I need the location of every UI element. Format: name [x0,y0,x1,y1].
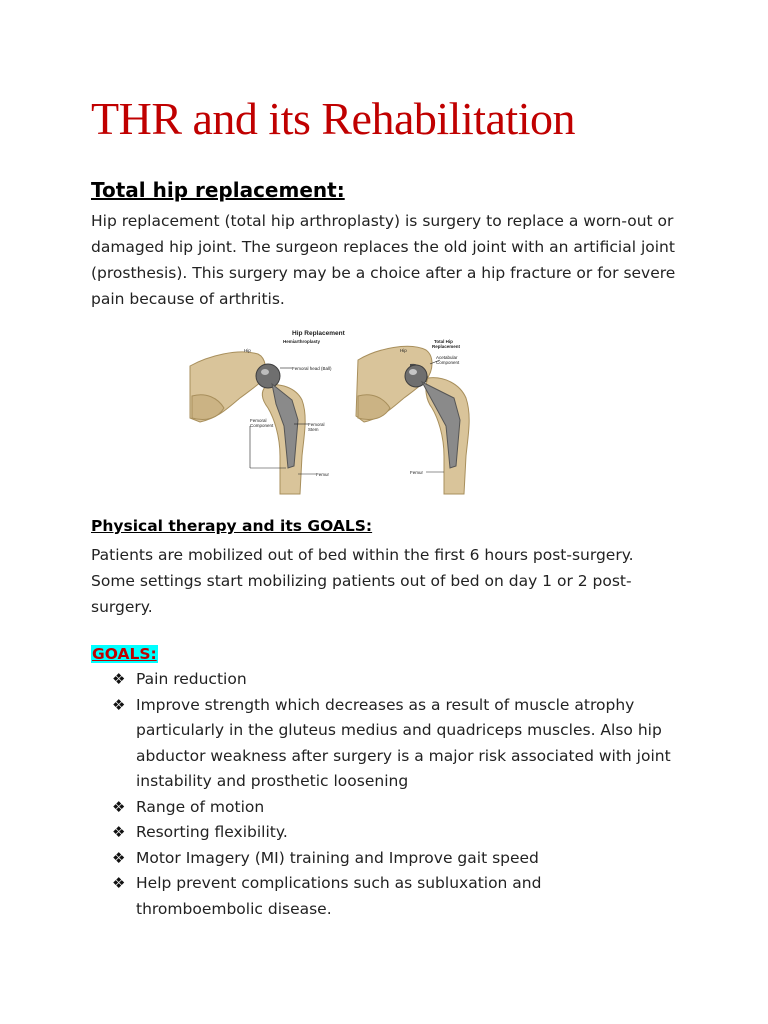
goal-text: Range of motion [136,797,265,816]
list-item [112,871,672,922]
list-item [112,846,672,872]
figure-right-title-2: Replacement [432,344,461,349]
label-femoral-component-2: Component [250,423,274,428]
diamond-bullet-icon: ❖ [112,670,126,688]
label-femur-left: Femur [316,472,330,477]
label-hip-left: Hip [244,348,251,353]
paragraph-hip-replacement-definition: Hip replacement (total hip arthroplasty) is surgery to replace a worn-out or damaged hip joint. The surgeon replaces the old joint with an artificial joint (prosthesis). This surgery may be a choice after a hip fracture or for severe pain because of arthritis. [91,212,676,308]
label-femoral-head: Femoral head (Ball) [292,366,332,371]
label-acetabular-2: Component [436,360,460,365]
figure-title: Hip Replacement [292,330,345,337]
figure-right-title-1: Total Hip [434,339,453,344]
diamond-bullet-icon: ❖ [112,823,126,841]
label-acetabular-1: Acetabular [436,355,458,360]
diamond-bullet-icon: ❖ [112,848,126,867]
label-femoral-component-1: Femoral [250,418,267,423]
figure-left-title: Hemiarthroplasty [283,339,321,344]
diamond-bullet-icon: ❖ [112,874,126,892]
goal-text: Help prevent complications such as subluxation and thromboembolic disease. [136,874,542,918]
label-femoral-stem-2: Stem [308,427,319,432]
label-femoral-stem-1: Femoral [308,422,325,427]
page-title: THR and its Rehabilitation [91,93,575,144]
label-hip-right: Hip [400,348,407,353]
diamond-bullet-icon: ❖ [112,695,126,714]
paragraph-mobilization: Patients are mobilized out of bed within the first 6 hours post-surgery. Some settings start mobilizing patients out of bed on day 1 or 2 post-surgery. [91,546,634,616]
list-item [112,667,672,693]
goal-text: Improve strength which decreases as a result of muscle atrophy particularly in the gluteus medius and quadriceps muscles. Also hip abductor weakness after surgery is a major risk associated with joint instability and prosthetic loosening [136,695,671,790]
list-item [112,693,672,795]
hip-replacement-illustration [188,326,478,496]
goal-text: Resorting flexibility. [136,823,288,841]
goals-heading: GOALS: [92,645,157,663]
goals-list [112,667,672,922]
section-heading-physical-therapy: Physical therapy and its GOALS: [91,517,373,535]
label-femur-right: Femur [410,470,424,475]
diamond-bullet-icon: ❖ [112,797,126,816]
goal-text: Motor Imagery (MI) training and Improve gait speed [136,848,539,867]
goal-text: Pain reduction [136,670,247,688]
section-heading-total-hip-replacement: Total hip replacement: [91,178,345,202]
list-item [112,795,672,821]
list-item [112,820,672,846]
